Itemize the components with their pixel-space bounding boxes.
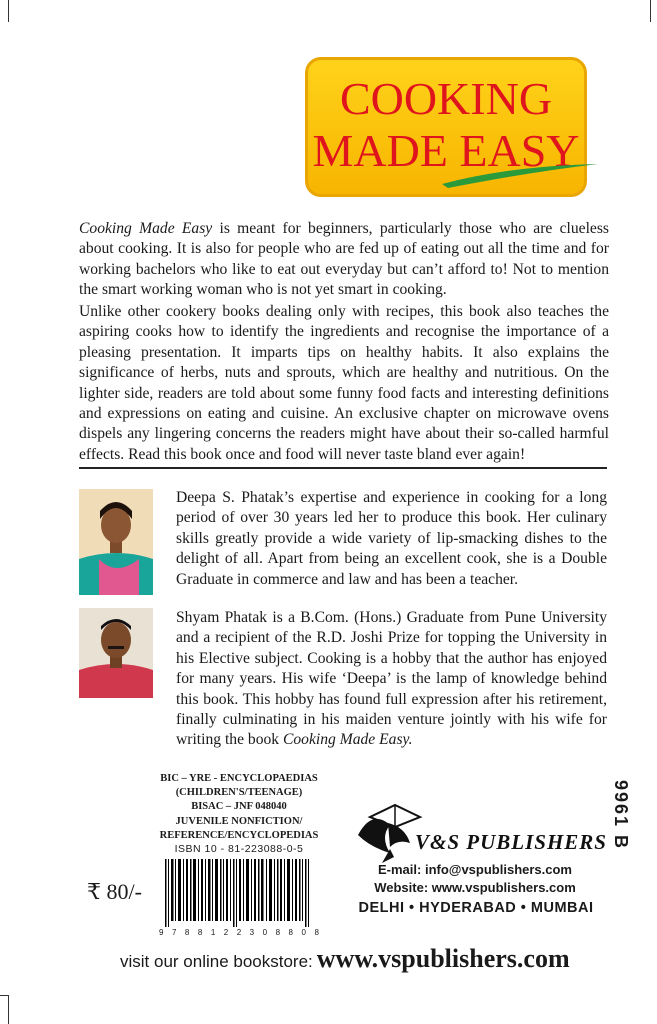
online-bookstore-url[interactable]: www.vspublishers.com bbox=[316, 944, 570, 973]
author-photo-deepa bbox=[79, 489, 153, 595]
barcode-digit: 8 bbox=[275, 928, 281, 937]
crop-mark-bottom-left-h bbox=[0, 995, 9, 996]
book-code bbox=[603, 780, 633, 860]
barcode-digit: 1 bbox=[210, 928, 216, 937]
intro-paragraph-1 bbox=[79, 219, 609, 301]
section-divider bbox=[79, 467, 607, 469]
barcode-digit: 8 bbox=[197, 928, 203, 937]
author-bio-deepa: Deepa S. Phatak’s expertise and experience in cooking for a long period of over 30 years led her to produce this book. Her culinary skills greatly provide a wide variety of lip-smacking dishes to the delight of all. Apart from being an excellent cook, she is a Double Graduate in commerce and law and has been a teacher. bbox=[176, 489, 607, 588]
online-bookstore-label: visit our online bookstore: bbox=[120, 952, 313, 971]
barcode-digit: 0 bbox=[301, 928, 306, 937]
publisher-email[interactable]: E-mail: info@vspublishers.com bbox=[378, 862, 572, 877]
publisher-cities: DELHI • HYDERABAD • MUMBAI bbox=[358, 900, 594, 916]
publisher-name: V&S PUBLISHERS bbox=[415, 830, 607, 854]
crop-mark-bottom-left bbox=[8, 995, 9, 1024]
author-bio-shyam-text: Shyam Phatak is a B.Com. (Hons.) Graduate from Pune University and a recipient of the R.D. Joshi Prize for topping the University in his Elective subject. Cooking is a hobby that the author has enjoyed for many years. His wife ‘Deepa’ is the lamp of knowledge behind this book. This hobby has found full expression after his retirement, finally culminating in his maiden venture jointly with his wife for writing the book bbox=[176, 609, 607, 749]
intro-text-1: is meant for beginners, particularly those who are clueless about cooking. It is also for people who are fed up of eating out all the time and for working bachelors who like to eat out everyday but can’t afford to! Not to mention the smart working woman who is not yet smart in cooking. bbox=[79, 220, 609, 299]
barcode-digit: 2 bbox=[236, 928, 242, 937]
barcode-digit: 8 bbox=[288, 928, 293, 937]
isbn-10: ISBN 10 - 81-223088-0-5 bbox=[174, 843, 304, 855]
classification-line: (CHILDREN'S/TEENAGE) bbox=[175, 787, 303, 798]
title-line-1: COOKING bbox=[339, 73, 553, 124]
price: ₹ 80/- bbox=[87, 879, 142, 904]
barcode-digits bbox=[159, 928, 319, 937]
barcode-digit: 3 bbox=[249, 928, 255, 937]
online-bookstore bbox=[120, 944, 600, 974]
barcode-digit: 9 bbox=[159, 928, 164, 937]
publisher-website[interactable]: Website: www.vspublishers.com bbox=[374, 880, 576, 895]
title-line-2: MADE EASY bbox=[312, 125, 580, 176]
crop-mark-top-left bbox=[8, 0, 9, 22]
classification-line: JUVENILE NONFICTION/ bbox=[175, 816, 303, 827]
author-bio-shyam-book: Cooking Made Easy. bbox=[282, 731, 413, 749]
classification-line: BISAC – JNF 048040 bbox=[191, 801, 287, 812]
classification-line: REFERENCE/ENCYCLOPEDIAS bbox=[159, 830, 319, 841]
intro-paragraph-2 bbox=[79, 302, 609, 465]
intro-book-title: Cooking Made Easy bbox=[79, 220, 213, 237]
author-photo-shyam bbox=[79, 608, 153, 698]
crop-mark-top-right bbox=[650, 0, 651, 22]
barcode-digit: 0 bbox=[262, 928, 268, 937]
green-swoosh-icon bbox=[440, 160, 600, 190]
barcode-digit: 8 bbox=[314, 928, 319, 937]
eagle-book-logo-icon bbox=[350, 787, 605, 867]
classification-line: BIC – YRE - ENCYCLOPAEDIAS bbox=[160, 773, 318, 784]
barcode-digit: 8 bbox=[184, 928, 190, 937]
barcode-icon bbox=[159, 859, 319, 927]
book-code-text: 9961 B bbox=[611, 780, 631, 851]
author-bio-shyam bbox=[176, 608, 607, 751]
barcode-digit: 7 bbox=[171, 928, 177, 937]
barcode-digit: 2 bbox=[223, 928, 229, 937]
intro-text-2: Unlike other cookery books dealing only with recipes, this book also teaches the aspiring cooks how to identify the ingredients and recognise the importance of a pleasing presentation. It imparts tips on healthy habits. It also explains the significance of herbs, nuts and sprouts, which are healthy and nutritious. On the lighter side, readers are told about some funny food facts and interesting definitions and expressions on eating and cuisine. An exclusive chapter on microwave ovens dispels any lingering concerns the readers might have about their so-called harmful effects. Read this book once and food will never taste bland ever again! bbox=[79, 303, 609, 463]
